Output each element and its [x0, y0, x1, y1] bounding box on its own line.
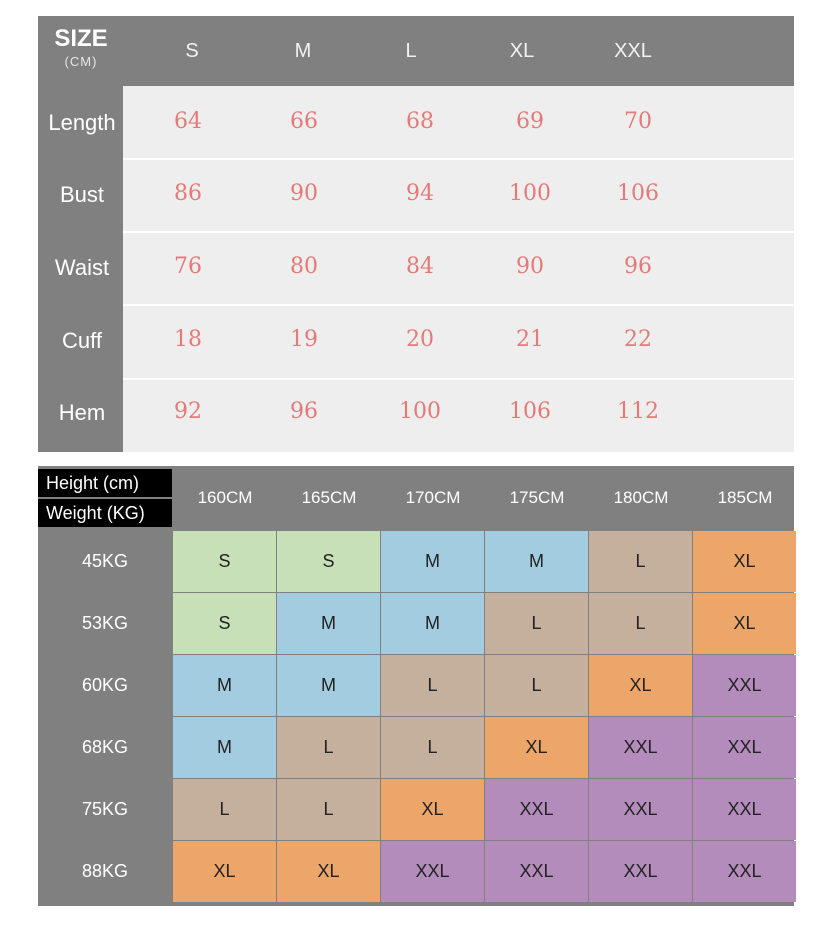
measurement-value: 112 — [617, 399, 659, 424]
measurement-value: 90 — [290, 181, 318, 206]
measurement-value: 64 — [174, 109, 202, 134]
measurement-label: Waist — [54, 255, 110, 280]
measurement-value: 70 — [624, 109, 652, 134]
size-recommendation-cell: XL — [693, 531, 796, 592]
size-recommendation-cell: S — [277, 531, 380, 592]
measurement-value: 84 — [406, 254, 434, 279]
measurement-value: 21 — [516, 327, 544, 352]
size-recommendation-cell: L — [589, 593, 692, 654]
size-recommendation-cell: L — [381, 717, 484, 778]
measurement-value: 106 — [509, 399, 551, 424]
size-recommendation-cell: S — [173, 531, 276, 592]
size-recommendation-cell: M — [173, 717, 276, 778]
weight-row-label: 45KG — [81, 551, 129, 571]
weight-row-label: 60KG — [81, 675, 129, 695]
measurement-value: 20 — [406, 327, 434, 352]
row-divider — [123, 158, 794, 160]
weight-row-label: 75KG — [81, 799, 129, 819]
size-recommendation-cell: XXL — [381, 841, 484, 902]
measurement-value: 100 — [399, 399, 441, 424]
size-title: SIZE — [54, 25, 108, 52]
size-recommendation-cell: XL — [485, 717, 588, 778]
weight-row-label: 88KG — [81, 861, 129, 881]
size-recommendation-cell: L — [277, 717, 380, 778]
size-recommendation-cell: L — [485, 593, 588, 654]
size-chart-header — [38, 16, 794, 86]
size-recommendation-cell: M — [277, 593, 380, 654]
weight-row-label: 68KG — [81, 737, 129, 757]
row-divider — [123, 378, 794, 380]
size-recommendation-cell: XXL — [589, 841, 692, 902]
measurement-value: 22 — [624, 327, 652, 352]
measurement-label: Hem — [58, 400, 106, 425]
measurement-value: 68 — [406, 109, 434, 134]
measurement-label: Bust — [59, 182, 105, 207]
row-divider — [123, 231, 794, 233]
size-recommendation-cell: XXL — [693, 655, 796, 716]
height-column-header: 165CM — [301, 488, 357, 507]
measurement-value: 106 — [617, 181, 659, 206]
size-column-header: L — [405, 40, 417, 62]
weight-label: Weight (KG) — [38, 499, 172, 527]
size-recommendation-cell: XL — [381, 779, 484, 840]
size-recommendation-cell: M — [173, 655, 276, 716]
measurement-value: 96 — [624, 254, 652, 279]
size-recommendation-cell: XXL — [693, 717, 796, 778]
measurement-value: 92 — [174, 399, 202, 424]
size-recommendation-cell: M — [381, 531, 484, 592]
size-recommendation-cell: XL — [589, 655, 692, 716]
size-column-header: XXL — [614, 40, 652, 62]
measurement-value: 69 — [516, 109, 544, 134]
height-column-header: 175CM — [509, 488, 565, 507]
size-recommendation-cell: L — [589, 531, 692, 592]
size-chart-table — [38, 16, 794, 452]
size-recommendation-cell: L — [485, 655, 588, 716]
size-recommendation-cell: L — [277, 779, 380, 840]
size-recommendation-cell: M — [277, 655, 380, 716]
measurement-value: 66 — [290, 109, 318, 134]
size-recommendation-cell: XXL — [589, 779, 692, 840]
height-column-header: 180CM — [613, 488, 669, 507]
size-recommendation-cell: XXL — [693, 841, 796, 902]
height-column-header: 160CM — [197, 488, 253, 507]
size-recommendation-cell: XXL — [693, 779, 796, 840]
row-divider — [123, 304, 794, 306]
size-recommendation-cell: XL — [277, 841, 380, 902]
measurement-label: Cuff — [62, 328, 102, 353]
measurement-value: 94 — [406, 181, 434, 206]
size-column-header: S — [185, 40, 199, 62]
measurement-value: 90 — [516, 254, 544, 279]
measurement-value: 76 — [174, 254, 202, 279]
size-recommendation-cell: M — [381, 593, 484, 654]
measurement-value: 96 — [290, 399, 318, 424]
measurement-label: Length — [48, 110, 116, 135]
height-weight-table — [38, 466, 794, 906]
size-recommendation-cell: M — [485, 531, 588, 592]
height-column-header: 170CM — [405, 488, 461, 507]
size-recommendation-cell: L — [173, 779, 276, 840]
size-column-header: XL — [509, 40, 535, 62]
size-column-header: M — [294, 40, 312, 62]
measurement-value: 100 — [509, 181, 551, 206]
height-column-header: 185CM — [717, 488, 773, 507]
height-label: Height (cm) — [38, 469, 172, 497]
size-recommendation-cell: XXL — [589, 717, 692, 778]
size-recommendation-cell: XL — [693, 593, 796, 654]
measurement-value: 18 — [174, 327, 202, 352]
size-recommendation-cell: XXL — [485, 779, 588, 840]
size-recommendation-cell: L — [381, 655, 484, 716]
measurement-value: 80 — [290, 254, 318, 279]
size-recommendation-cell: XXL — [485, 841, 588, 902]
size-recommendation-cell: S — [173, 593, 276, 654]
size-unit: (CM) — [64, 54, 98, 69]
size-chart-body — [123, 86, 794, 452]
size-recommendation-cell: XL — [173, 841, 276, 902]
measurement-value: 19 — [290, 327, 318, 352]
measurement-value: 86 — [174, 181, 202, 206]
weight-row-label: 53KG — [81, 613, 129, 633]
